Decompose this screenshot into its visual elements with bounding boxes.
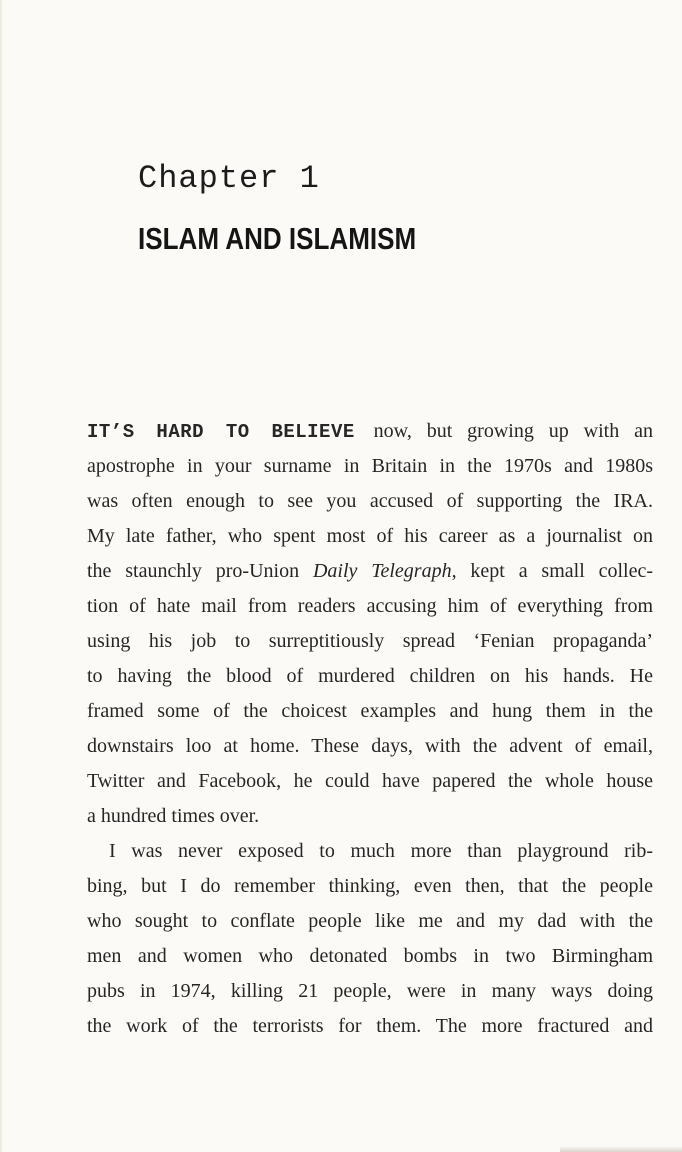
text-line: downstairs loo at home. These days, with the advent of email, [87, 735, 653, 757]
chapter-title: ISLAM AND ISLAMISM [138, 221, 417, 256]
text-line: Twitter and Facebook, he could have papered the whole house [87, 770, 653, 792]
text-line: apostrophe in your surname in Britain in the 1970s and 1980s [87, 455, 653, 477]
lead-in-text: IT’S HARD TO BELIEVE [87, 421, 355, 443]
text-line: pubs in 1974, killing 21 people, were in many ways doing [87, 980, 653, 1002]
page-bottom-edge [560, 1146, 682, 1152]
text-line: My late father, who spent most of his career as a journalist on [87, 525, 653, 547]
text-line: a hundred times over. [87, 805, 260, 827]
text-segment: now, but growing up with an [373, 420, 653, 442]
text-line: was often enough to see you accused of supporting the IRA. [87, 490, 653, 512]
text-line: tion of hate mail from readers accusing him of everything from [87, 595, 653, 617]
text-line: I was never exposed to much more than playground rib- [109, 840, 653, 862]
text-line: the work of the terrorists for them. The more fractured and [87, 1015, 653, 1037]
newspaper-title: Daily Telegraph [312, 560, 452, 582]
text-line: bing, but I do remember thinking, even then, that the people [87, 875, 653, 897]
text-line: framed some of the choicest examples and hung them in the [87, 700, 653, 722]
text-segment: , kept a small collec- [451, 560, 653, 582]
text-line: who sought to conflate people like me and my dad with the [87, 910, 653, 932]
page-edge-shadow [0, 0, 3, 1152]
text-line: to having the blood of murdered children on his hands. He [87, 665, 653, 687]
body-text [87, 414, 653, 1044]
text-line [87, 414, 653, 449]
text-segment: the staunchly pro-Union [87, 560, 300, 582]
chapter-label: Chapter 1 [138, 160, 320, 197]
text-line: men and women who detonated bombs in two Birmingham [87, 945, 653, 967]
text-line [87, 554, 653, 589]
text-line: using his job to surreptitiously spread ‘Fenian propaganda’ [87, 630, 653, 652]
